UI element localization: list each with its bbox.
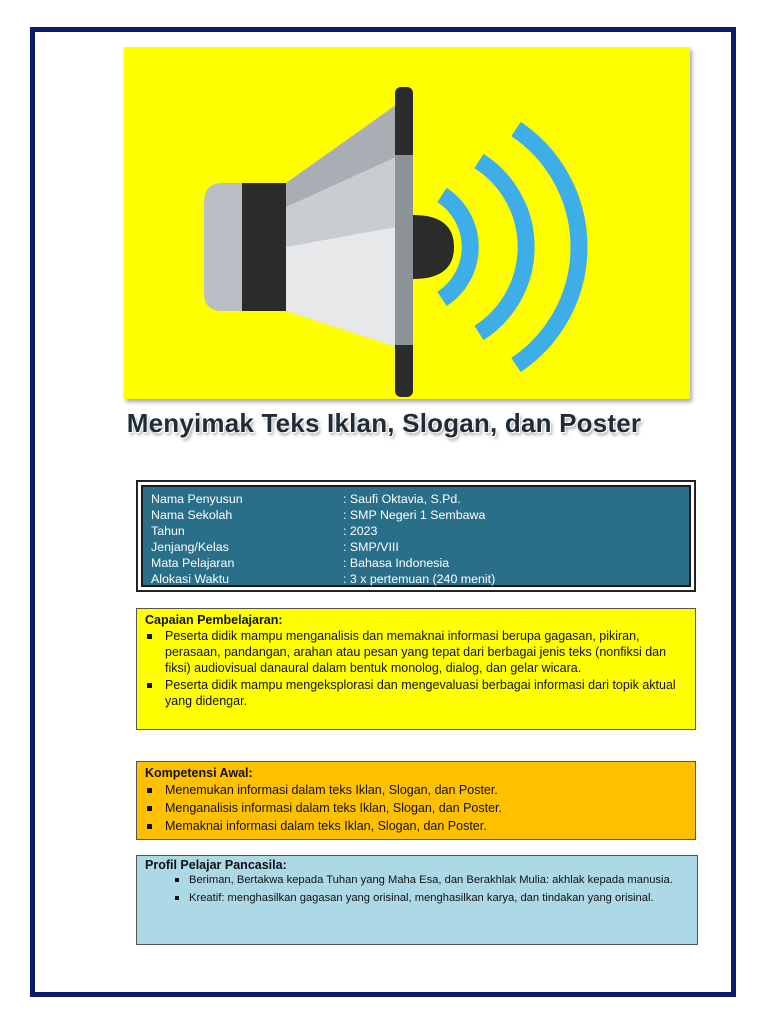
square-bullet-icon (175, 878, 179, 882)
info-row (151, 555, 681, 571)
list-item (145, 817, 687, 835)
info-row (151, 491, 681, 507)
list-item-text: Beriman, Bertakwa kepada Tuhan yang Maha Esa, dan Berakhlak Mulia: akhlak kepada manusia. (189, 874, 673, 886)
list-item (145, 891, 689, 907)
square-bullet-icon (147, 683, 152, 688)
info-row (151, 539, 681, 555)
kompetensi-awal-box (136, 761, 696, 840)
capaian-title: Capaian Pembelajaran: (145, 613, 283, 627)
hero-banner (124, 47, 690, 399)
kompetensi-list (145, 781, 687, 835)
info-value: : SMP/VIII (343, 540, 399, 554)
info-label: Nama Penyusun (151, 492, 243, 506)
list-item-text: Memaknai informasi dalam teks Iklan, Slogan, dan Poster. (165, 819, 487, 833)
info-value: : SMP Negeri 1 Sembawa (343, 508, 486, 522)
info-row (151, 507, 681, 523)
list-item-text: Peserta didik mampu menganalisis dan memaknai informasi berupa gagasan, pikiran, perasaan, pandangan, arahan atau pesan yang tepat dari berbagai jenis teks (nonfiksi dan fiksi) audiovisual danaural dalam bentuk monolog, dialog, dan gelar wicara. (165, 629, 667, 676)
square-bullet-icon (147, 824, 152, 829)
page-title: Menyimak Teks Iklan, Slogan, dan Poster (126, 408, 642, 438)
info-table (136, 480, 696, 592)
list-item (145, 628, 687, 677)
list-item (145, 781, 687, 799)
square-bullet-icon (147, 806, 152, 811)
list-item-text: Kreatif: menghasilkan gagasan yang orisinal, menghasilkan karya, dan tindakan yang orisinal. (189, 891, 654, 904)
list-item (145, 799, 687, 817)
list-item (145, 873, 689, 889)
info-label: Tahun (151, 524, 185, 538)
info-label: Mata Pelajaran (151, 556, 235, 570)
info-value: : 2023 (343, 524, 378, 538)
square-bullet-icon (175, 896, 179, 900)
square-bullet-icon (147, 788, 152, 793)
info-value: : Bahasa Indonesia (343, 556, 450, 570)
info-value: : Saufi Oktavia, S.Pd. (343, 492, 461, 506)
profil-list (145, 873, 689, 906)
capaian-pembelajaran-box (136, 608, 696, 730)
info-row (151, 523, 681, 539)
kompetensi-title: Kompetensi Awal: (145, 766, 253, 780)
info-row (151, 571, 681, 587)
info-label: Alokasi Waktu (151, 572, 230, 586)
speaker-volume-icon (124, 47, 690, 399)
list-item (145, 677, 687, 709)
square-bullet-icon (147, 634, 152, 639)
list-item-text: Peserta didik mampu mengeksplorasi dan mengevaluasi berbagai informasi dari topik aktual yang didengar. (165, 677, 676, 708)
profil-title: Profil Pelajar Pancasila: (145, 858, 287, 872)
info-table-body (141, 485, 691, 587)
info-label: Jenjang/Kelas (151, 540, 229, 554)
info-label: Nama Sekolah (151, 508, 233, 522)
list-item-text: Menemukan informasi dalam teks Iklan, Slogan, dan Poster. (165, 783, 498, 797)
capaian-list (145, 628, 687, 709)
info-value: : 3 x pertemuan (240 menit) (343, 572, 496, 586)
profil-pelajar-box (136, 855, 698, 945)
list-item-text: Menganalisis informasi dalam teks Iklan, Slogan, dan Poster. (165, 801, 502, 815)
